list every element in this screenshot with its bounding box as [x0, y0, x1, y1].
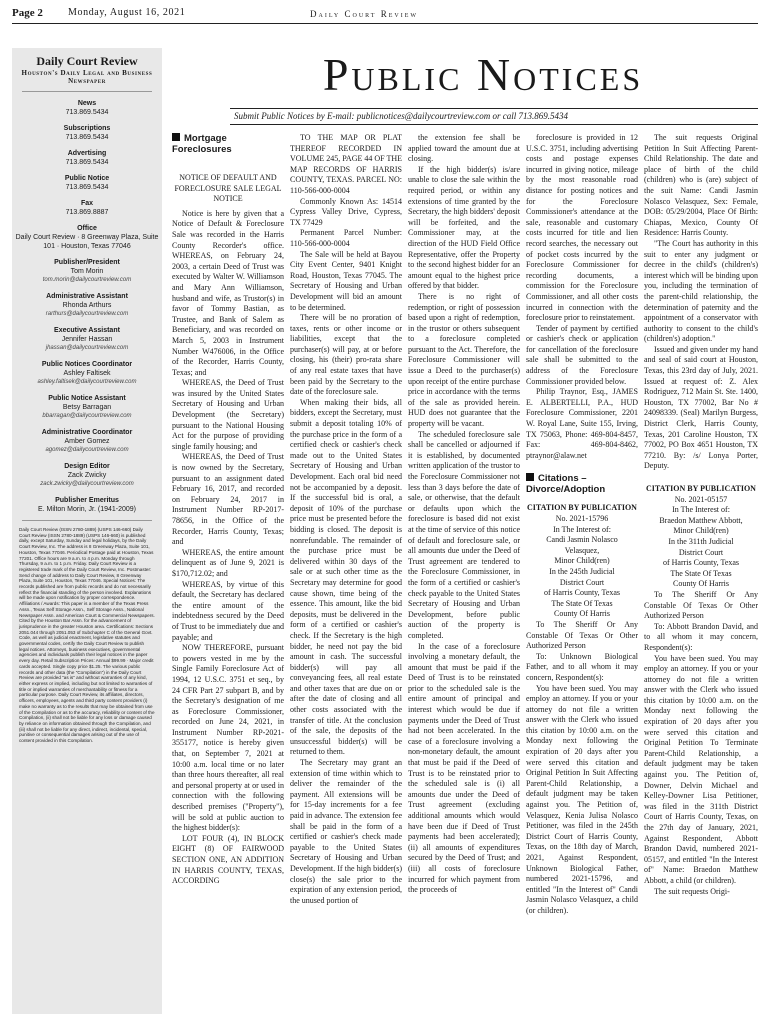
staff-entry	[12, 258, 162, 285]
entry-value: Betsy Barragan	[62, 404, 112, 411]
entry-heading: Administrative Assistant	[46, 293, 128, 300]
citation-header-line: The State Of Texas	[551, 598, 613, 608]
entry-email[interactable]: tom.morin@dailycourtreview.com	[42, 277, 132, 283]
masthead-sidebar	[12, 48, 162, 1014]
notice-paragraph: To The Sheriff Or Any Constable Of Texas Or Other Authorized Person	[644, 589, 758, 621]
entry-email[interactable]: jhassan@dailycourtreview.com	[45, 345, 129, 351]
citation-header-line: District Court	[678, 547, 724, 557]
entry-heading: Public Notices Coordinator	[41, 361, 133, 368]
entry-value: Jennifer Hassan	[61, 336, 113, 343]
page-header	[0, 0, 770, 36]
notice-paragraph: The Secretary may grant an extension of time within which to deliver the remainder of the payment. All extensions will be for 15-day increments for a fee paid in advance. The extension fee shall be paid in the form of a certified or cashier's check made payable to the United States Secretary of Housing and Urban Development. If the high bidder(s) close(s) the sale prior to the expiration of any extension period, the unused portion of	[290, 758, 402, 905]
notice-paragraph: If the high bidder(s) is/are unable to close the sale within the required period, or within any extensions of time granted by the Secretary, the high bidders' deposit will be forfeited, and the Commissioner may, at the direction of the HUD Field Office Representative, offer the Property to the second highest bidder for an amount equal to the highest price offered by that bidder.	[408, 164, 520, 291]
notice-paragraph: WHEREAS, by virtue of this default, the Secretary has declared the entire amount of the indebtedness secured by the Deed of Trust to be immediately due and payable; and	[172, 579, 284, 642]
staff-entry	[12, 224, 162, 251]
notice-paragraph: The suit requests Origi-	[654, 886, 730, 896]
notice-paragraph: WHEREAS, the entire amount delinquent as of June 9, 2021 is $170,712.02; and	[172, 547, 284, 578]
staff-entry	[12, 292, 162, 319]
entry-heading: Publisher/President	[54, 259, 120, 266]
title-rule-top	[230, 108, 758, 109]
entry-value: Amber Gomez	[64, 438, 110, 445]
citation-header-line: In The Interest of:	[672, 505, 730, 515]
notice-paragraph: WHEREAS, the Deed of Trust was insured by the United States Secretary of Housing and Urban Development (the Secretary) pursuant to the National Housing Act for the purpose of providing single family housing; and	[172, 378, 284, 451]
entry-heading: Advertising	[67, 150, 107, 157]
sidebar-paper-name: Daily Court Review	[36, 54, 138, 68]
entry-value: 713.869.5434	[65, 134, 109, 141]
entry-heading: Subscriptions	[63, 125, 111, 132]
notice-paragraph: The Sale will be held at Bayou City Event Center, 9401 Knight Road, Houston, Texas 77045. The Secretary of Housing and Urban Development will bid an amount to be determined.	[290, 249, 402, 312]
entry-heading: Public Notice Assistant	[48, 395, 126, 402]
citation-header-line: of Harris County, Texas	[543, 588, 621, 598]
notice-paragraph: Tender of payment by certified or cashier's check or application for cancellation of the foreclosure sale shall be submitted to the address of the Foreclosure Commissioner provided below.	[526, 323, 638, 386]
notice-paragraph: Permanent Parcel Number: 110-566-000-0004	[290, 228, 402, 248]
notice-paragraph: You have been sued. You may employ an attorney. If you or your attorney do not file a written answer with the Clerk who issued this citation by 10:00 a.m. on the Monday next following the expiration of 20 days after you were served this citation and Original Petition To Terminate Parent-Child Relationship, a default judgment may be taken against you. The Petition of, Downer, Delvin Michael and Kelley-Downer Lisa Petitioner, was filed in the 311th District Court of Harris County, Texas, on the 27th day of January, 2021, Against Respondent, Abbott Brandon David, numbered 2021-05157, and entitled "In the Interest of" Name: Braedon Matthew Abbott, a child (or children).	[644, 653, 758, 885]
sidebar-tagline: Houston's Daily Legal and Business Newspaper	[21, 69, 153, 85]
citation-header-line: Minor Child(ren)	[554, 556, 610, 566]
entry-email[interactable]: agomez@dailycourtreview.com	[45, 447, 129, 453]
entry-value: 713.869.5434	[65, 109, 109, 116]
notice-paragraph: TO THE MAP OR PLAT THEREOF RECORDED IN VOLUME 245, PAGE 44 OF THE MAP RECORDS OF HARRIS COUNTY, TEXAS. PARCEL NO: 110-566-000-0004	[290, 133, 403, 195]
notice-paragraph: You have been sued. You may employ an attorney. If you or your attorney do not file a written answer with the Clerk who issued this citation by 10:00 a.m. on the Monday next following the expiration of 20 days after you were served this citation and Original Petition In Suit Affecting Parent-Child Relationship, a default judgment may be taken against you. The Petition of, Velasquez, Kenia Julisa Nolasco Petitioner, was filed in the 245th District Court of Harris County, Texas, on the 18th day of March, 2021, Against Respondent, Unknown Biological Father, numbered 2021-15796, and entitled "In the Interest of" Candi Jasmin Nolasco Velasquez, a child (or children).	[526, 683, 638, 915]
staff-entry	[12, 360, 162, 387]
notice-paragraph: Issued and given under my hand and seal of said court at Houston, Texas, this 23rd day of July, 2021. Issued at request of: Z. Alex Rodriguez, 712 Main St. Ste. 1400, Houston, TX 77002, Bar No # 24098339. (Seal) Marilyn Burgess, District Clerk, Harris County, Texas, 201 Caroline Houston, TX 77002, PO Box 4651 Houston, TX 77210. By: /s/ Lonya Porter, Deputy.	[644, 344, 758, 471]
citation-header-line: In The Interest of:	[553, 524, 611, 534]
entry-value: E. Milton Morin, Jr. (1941-2009)	[37, 506, 137, 513]
entry-email[interactable]: zack.zwicky@dailycourtreview.com	[40, 481, 134, 487]
entry-value: Daily Court Review · 8 Greenway Plaza, Suite 101 · Houston, Texas 77046	[15, 234, 159, 250]
staff-entry	[12, 496, 162, 514]
notice-paragraph: To: Unknown Biological Father, and to all whom it may concern, Respondent(s):	[526, 651, 638, 682]
section-heading-citations: Citations – Divorce/Adoption	[526, 473, 606, 496]
notice-paragraph: The scheduled foreclosure sale shall be cancelled or adjourned if it is established, by documented written application of the trustor to the Foreclosure Commissioner not less than 3 days before the date of sale, or otherwise, that the default or defaults upon which the foreclosure is based did not exist at the time of service of this notice of default and foreclosure sale, or all amounts due under the Deed of Trust agreement are tendered to the Foreclosure Commissioner, in the form of a certified or cashier's check payable to the United States Secretary of Housing and Urban Development, before public auction of the property is completed.	[408, 429, 520, 640]
citation-header-line: Velasquez,	[564, 545, 600, 555]
staff-entry	[12, 326, 162, 353]
column-2	[290, 133, 402, 906]
page-number: Page 2	[12, 7, 43, 19]
notice-paragraph: WHEREAS, the Deed of Trust is now owned by the Secretary, pursuant to an assignment dated February 16, 2017, and recorded on February 24, 2017 in Instrument Number RP-2017-78656, in the Office of the Recorder, Harris County, Texas; and	[172, 452, 284, 547]
staff-entry	[12, 174, 162, 192]
citation-header-line: of Harris County, Texas	[662, 558, 740, 568]
entry-heading: Publisher Emeritus	[55, 497, 119, 504]
notice-paragraph: Commonly Known As: 14514 Cypress Valley Drive, Cypress, TX 77429	[290, 196, 402, 227]
section-square-icon	[526, 473, 534, 481]
notice-paragraph: Notice is here by given that a Notice of Default & Foreclosure Sale was recorded in the Harris County Recorder's office. WHEREAS, on February 24, 2003, a certain Deed of Trust was executed by Walter W. Williamson and Mary Ann Williamson, husband and wife, as Trustor(s) in favor of Tommy Bastian, as Trustee, and Bank of Salem as Beneficiary, and was recorded on March 5, 2003 in Instrument Number W476006, in the Office of the Recorder, Harris County, Texas; and	[172, 208, 284, 377]
entry-heading: Design Editor	[64, 463, 110, 470]
title-rule-bottom	[230, 124, 758, 125]
entry-value: Ashley Faltisek	[63, 370, 111, 377]
entry-heading: Public Notice	[64, 175, 110, 182]
notice-paragraph: To The Sheriff Or Any Constable Of Texas Or Other Authorized Person	[526, 619, 638, 651]
citation-header-line: CITATION BY PUBLICATION	[527, 503, 637, 513]
citation-header-line: County Of Harris	[673, 579, 729, 589]
notice-title: NOTICE OF DEFAULT AND FORECLOSURE SALE LEGAL NOTICE	[174, 173, 282, 204]
entry-email[interactable]: rarthurs@dailycourtreview.com	[45, 311, 129, 317]
citation-header-line: The State Of Texas	[670, 568, 732, 578]
citation-header-line: Minor Child(ren)	[673, 526, 729, 536]
legal-notice: Daily Court Review (ISSN 2780-1889) (USPS 146-660) Daily Court Review (ISSN 2780-1889) (USPS 146-660) is published daily, except Saturday, Sunday and legal holidays, by the Daily Court Review, Inc. The address is 8 Greenway Plaza, Suite 101, Houston, Texas 77046. Periodical Postage paid at Houston, Texas 77201. Office hours are 9 a.m. to 4 p.m. Monday through Thursday, 9 a.m. to 1 p.m. Friday. Daily Court Review is a registered trade mark of the Daily Court Review, Inc. Postmaster: Send change of address to Daily Court Review, 8 Greenway Plaza, Suite 101, Houston, Texas 77046. Special Notices: The records published are from public records and do not necessarily reflect the financial standing of the person involved. Explanations will be made upon notification by proper correspondence. Affiliations / Awards: This paper is a member of the Texas Press Assn., Texas Self Storage Assn., Self Storage Assn., National Newspaper Assn. and American Court & Commercial Newspapers. Cited by the Houston Bar Assn. for the advancement of jurisprudence in the greater Houston area. Certifications: Sections 2051.044 through 2051.053 of Subchapter C of the General Govt. Code, as well as judicial enactment, legislative statutes and governmental codes, certify the Daily Court Review to publish legal notices. Attorneys, business executives, governmental agencies and individuals publish their legal notices in the paper every day. Retail Subscription Prices: Annual $99.99 · Major credit cards accepted. Single copy price $1.25. The various public records and other data (the "Compilation") in the Daily Court Review are provided "as is" and without warranties of any kind, either express or implied, including but not limited to warranties of title or implied warranties of merchantability or fitness for a particular purpose. Daily Court Review, its affiliates, directors, officers, employees, agents and third party content providers (i) make no warranty as to the results that may be obtained from use of the Compilation or as to the accuracy, reliability or content of the Compilation, (ii) shall not be liable for any loss or damage caused by reliance on information obtained through the Compilation, and (iii) shall not be liable for any direct, indirect, incidental, special, punitive or consequential damages arising out of the use of content provided in this Compilation.	[19, 527, 155, 744]
notice-paragraph: There is no right of redemption, or right of possession based upon a right of redemption, in the trustor or others subsequent to a foreclosure completed pursuant to the Act. Therefore, the Foreclosure Commissioner will issue a Deed to the purchaser(s) upon receipt of the entire purchase price in accordance with the terms of the sale as provided herein. HUD does not guarantee that the property will be vacant.	[408, 291, 520, 429]
entry-value: 713.869.5434	[65, 184, 109, 191]
page-title: Public Notices	[322, 49, 644, 100]
notice-paragraph: In the case of a foreclosure involving a monetary default, the amount that must be paid if the Deed of Trust is to be reinstated prior to the scheduled sale is the entire amount of principal and interest which would be due if payments under the Deed of Trust had not been accelerated. In the case of a foreclosure involving a non-monetary default, the amount that must be paid if the Deed of Trust is to be reinstated prior to the scheduled sale is (i) all amounts due under the Deed of Trust agreement (excluding additional amounts which would have been due if Deed of Trust payments had been accelerated); (ii) all amounts of expenditures secured by the Deed of Trust; and (iii) all costs of foreclosure incurred for which payment from the proceeds of	[408, 641, 520, 895]
entry-value: Tom Morin	[70, 268, 104, 275]
entry-value: 713.869.5434	[65, 159, 109, 166]
entry-heading: Office	[77, 225, 97, 232]
staff-entry	[12, 428, 162, 455]
citation-header-line: Braedon Matthew Abbott,	[659, 515, 743, 525]
staff-entry	[12, 149, 162, 167]
entry-heading: Fax	[80, 200, 94, 207]
entry-email[interactable]: bbarragan@dailycourtreview.com	[42, 413, 132, 419]
citation-header-line: CITATION BY PUBLICATION	[646, 484, 756, 493]
entry-heading: Administrative Coordinator	[41, 429, 133, 436]
column-4	[526, 133, 638, 917]
column-1	[172, 133, 284, 887]
staff-entry	[12, 124, 162, 142]
staff-entry	[12, 394, 162, 421]
notice-paragraph: NOW THEREFORE, pursuant to powers vested in me by the Single Family Foreclosure Act of 1994, 12 U.S.C. 3751 et seq., by 24 CFR Part 27 subpart B, and by the Secretary's designation of me as Foreclosure Commissioner, recorded on June 24, 2021, in Instrument Number RP-2021-355177, notice is hereby given that, on September 7, 2021 at 10:00 a.m. local time or no later than three hours thereafter, all real and personal property at or used in connection with the following described premises ("Property"), will be sold at public auction to the highest bidder(s):	[172, 643, 284, 833]
citation-header-line: Candi Jasmin Nolasco	[546, 535, 618, 545]
submit-line: Submit Public Notices by E-mail: publicnotices@dailycourtreview.com or call 713.869.5434	[234, 111, 568, 121]
notice-paragraph: "The Court has authority in this suit to enter any judgment or decree in the child's (children's) interest which will be binding upon you, including the termination of the parent-child relationship, the determination of paternity and the appointment of a conservator with authority to consent to the child's (children's) adoption."	[644, 238, 758, 344]
notice-paragraph: When making their bids, all bidders, except the Secretary, must submit a deposit totaling 10% of the purchase price in the form of a certified check or cashier's check made out to the United States Secretary of Housing and Urban Development. Each oral bid need not be accompanied by a deposit. If the successful bid is oral, a deposit of 10% of the purchase price must be presented before the bidding is closed. The deposit is nonrefundable. The remainder of the purchase price must be delivered within 30 days of the sale or at such other time as the Secretary may determine for good cause shown, time being of the essence. This amount, like the bid deposits, must be delivered in the form of a certified or cashier's check. If the Secretary is the high bidder, he need not pay the bid amount in cash. The successful bidder(s) will pay all conveyancing fees, all real estate and other taxes that are due on or after the date of closing and all other costs associated with the transfer of title. At the conclusion of the sale, the deposits of the unsuccessful bidder(s) will be returned to them.	[290, 397, 402, 757]
notice-paragraph: The suit requests Original Petition In Suit Affecting Parent-Child Relationship. The date and place of birth of the child (children) who is (are) subject of the suit Name: Candi Jasmin Nolasco Velasquez, Sex: Female, DOB: 05/29/2004, Place Of Birth: Chiapas, Mexico, County Of Residence: Harris County.	[644, 133, 758, 238]
notice-paragraph: the extension fee shall be applied toward the amount due at closing.	[408, 133, 520, 164]
citation-header-line: In the 311th Judicial	[668, 536, 734, 546]
staff-entry	[12, 99, 162, 117]
citation-header-line: No. 2021-15796	[555, 514, 609, 523]
section-square-icon	[172, 133, 180, 141]
section-heading-mortgage: Mortgage Foreclosures	[172, 133, 232, 155]
staff-entry	[12, 462, 162, 489]
entry-value: Rhonda Arthurs	[62, 302, 112, 309]
entry-email[interactable]: ashley.faltisek@dailycourtreview.com	[37, 379, 137, 385]
notice-paragraph: There will be no proration of taxes, rents or other income or liabilities, except that the purchaser(s) will pay, at or before closing, his (their) pro-rata share of any real estate taxes that have been paid by the Secretary to the date of the foreclosure sale.	[290, 313, 402, 397]
citation-header-line: No. 2021-05157	[674, 494, 728, 504]
entry-value: 713.869.8887	[65, 209, 109, 216]
citation-header-line: District Court	[559, 577, 605, 587]
paper-name: Daily Court Review	[310, 9, 419, 19]
staff-entry	[12, 199, 162, 217]
entry-heading: Executive Assistant	[54, 327, 120, 334]
column-3	[408, 133, 520, 896]
notice-paragraph: Philip Traynor, Esq., JAMES E. ALBERTELLI, P.A., HUD Foreclosure Commissioner, 2201 W. Royal Lane, Suite 155, Irving, TX 75063, Phone: 469-804-8457, Fax: 469-804-8462, ptraynor@alaw.net	[526, 387, 638, 460]
notice-paragraph: foreclosure is provided in 12 U.S.C. 3751, including advertising costs and postage expenses incurred in giving notice, mileage by the most reasonable road distance for posting notices and for the Foreclosure Commissioner's attendance at the sale, reasonable and customary costs incurred for title and lien record searches, the necessary out of pocket costs incurred by the Foreclosure Commissioner for recording documents, a commission for the Foreclosure Commissioner, and all other costs incurred in connection with the foreclosure prior to reinstatement.	[526, 133, 638, 323]
citation-header-line: County Of Harris	[554, 609, 610, 619]
issue-date: Monday, August 16, 2021	[68, 7, 186, 18]
notice-paragraph: LOT FOUR (4), IN BLOCK EIGHT (8) OF FAIRWOOD SECTION ONE, AN ADDITION IN HARRIS COUNTY, TEXAS, ACCORDING	[172, 833, 284, 886]
header-rule	[12, 23, 758, 24]
column-5	[644, 133, 758, 897]
notice-paragraph: To: Abbott Brandon David, and to all whom it may concern, Respondent(s):	[644, 621, 758, 652]
entry-heading: News	[77, 100, 97, 107]
staff-directory	[12, 99, 162, 514]
entry-value: Zack Zwicky	[67, 472, 107, 479]
citation-header-line: In the 245th Judicial	[549, 566, 615, 576]
